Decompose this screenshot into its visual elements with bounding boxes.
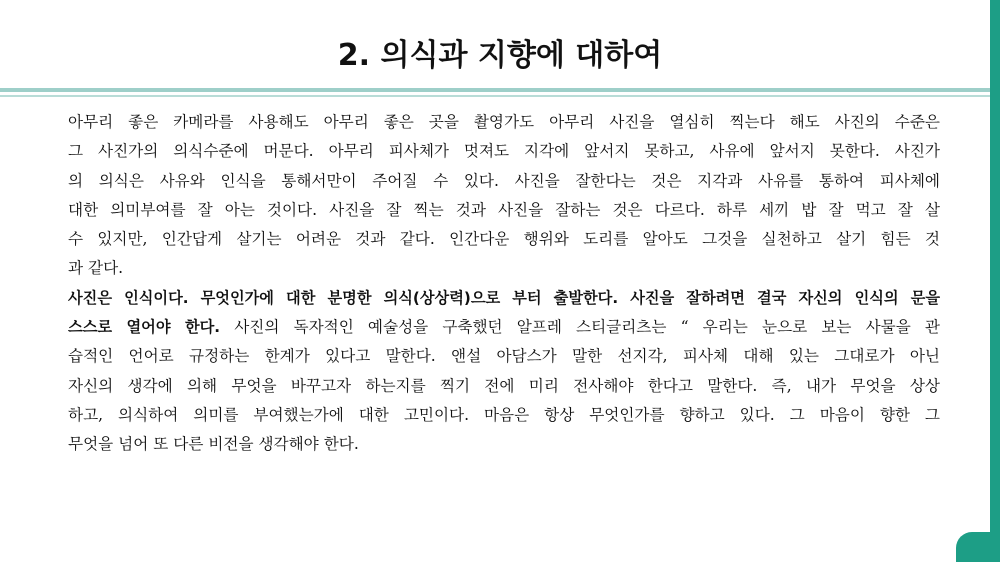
text-run: 과 같다. xyxy=(68,259,124,278)
text-line xyxy=(68,137,940,166)
slide-title: 2. 의식과 지향에 대하여 xyxy=(337,38,663,73)
title-divider-thick xyxy=(0,88,990,92)
text-line xyxy=(68,254,940,283)
accent-side-bar xyxy=(990,0,1000,562)
body-paragraph xyxy=(68,108,940,460)
text-line xyxy=(68,430,940,459)
bold-text-run: 사진은 인식이다. 무엇인가에 대한 분명한 의식(상상력)으로 부터 출발한다. 사진을 잘하려면 결국 자신의 인식의 문을 xyxy=(68,288,940,307)
text-run: 아무리 좋은 카메라를 사용해도 아무리 좋은 곳을 촬영가도 아무리 사진을 열심히 찍는다 해도 사진의 수준은 xyxy=(68,113,940,131)
text-line xyxy=(68,108,940,137)
accent-corner-shape xyxy=(956,532,1000,562)
text-line xyxy=(68,196,940,225)
text-run: 그 사진가의 의식수준에 머문다. 아무리 피사체가 멋져도 지각에 앞서지 못하고, 사유에 앞서지 못한다. 사진가 xyxy=(68,142,940,161)
text-line xyxy=(68,372,940,401)
text-run: 사진의 독자적인 예술성을 구축했던 알프레 스티글리츠는 “ 우리는 눈으로 보는 사물을 관 xyxy=(220,318,940,337)
text-run: 하고, 의식하여 의미를 부여했는가에 대한 고민이다. 마음은 항상 무엇인가를 향하고 있다. 그 마음이 향한 그 xyxy=(68,405,940,424)
text-line xyxy=(68,167,940,196)
text-line xyxy=(68,342,940,371)
text-run: 수 있지만, 인간답게 살기는 어려운 것과 같다. 인간다운 행위와 도리를 알아도 그것을 실천하고 살기 힘든 것 xyxy=(68,230,940,249)
title-divider-thin xyxy=(0,95,990,97)
text-run: 대한 의미부여를 잘 아는 것이다. 사진을 잘 찍는 것과 사진을 잘하는 것은 다르다. 하루 세끼 밥 잘 먹고 잘 살 xyxy=(68,200,940,219)
text-line xyxy=(68,401,940,430)
text-line xyxy=(68,225,940,254)
text-line-bold xyxy=(68,284,940,313)
text-run: 자신의 생각에 의해 무엇을 바꾸고자 하는지를 찍기 전에 미리 전사해야 한다고 말한다. 즉, 내가 무엇을 상상 xyxy=(68,376,940,395)
text-run: 습적인 언어로 규정하는 한계가 있다고 말한다. 앤설 아담스가 말한 선지각, 피사체 대해 있는 그대로가 아닌 xyxy=(68,347,940,366)
bold-text-run: 스스로 열어야 한다. xyxy=(68,318,221,337)
text-run: 무엇을 넘어 또 다른 비전을 생각해야 한다. xyxy=(68,435,359,454)
text-line xyxy=(68,313,940,342)
text-run: 의 의식은 사유와 인식을 통해서만이 주어질 수 있다. 사진을 잘한다는 것은 지각과 사유를 통하여 피사체에 xyxy=(68,171,940,190)
